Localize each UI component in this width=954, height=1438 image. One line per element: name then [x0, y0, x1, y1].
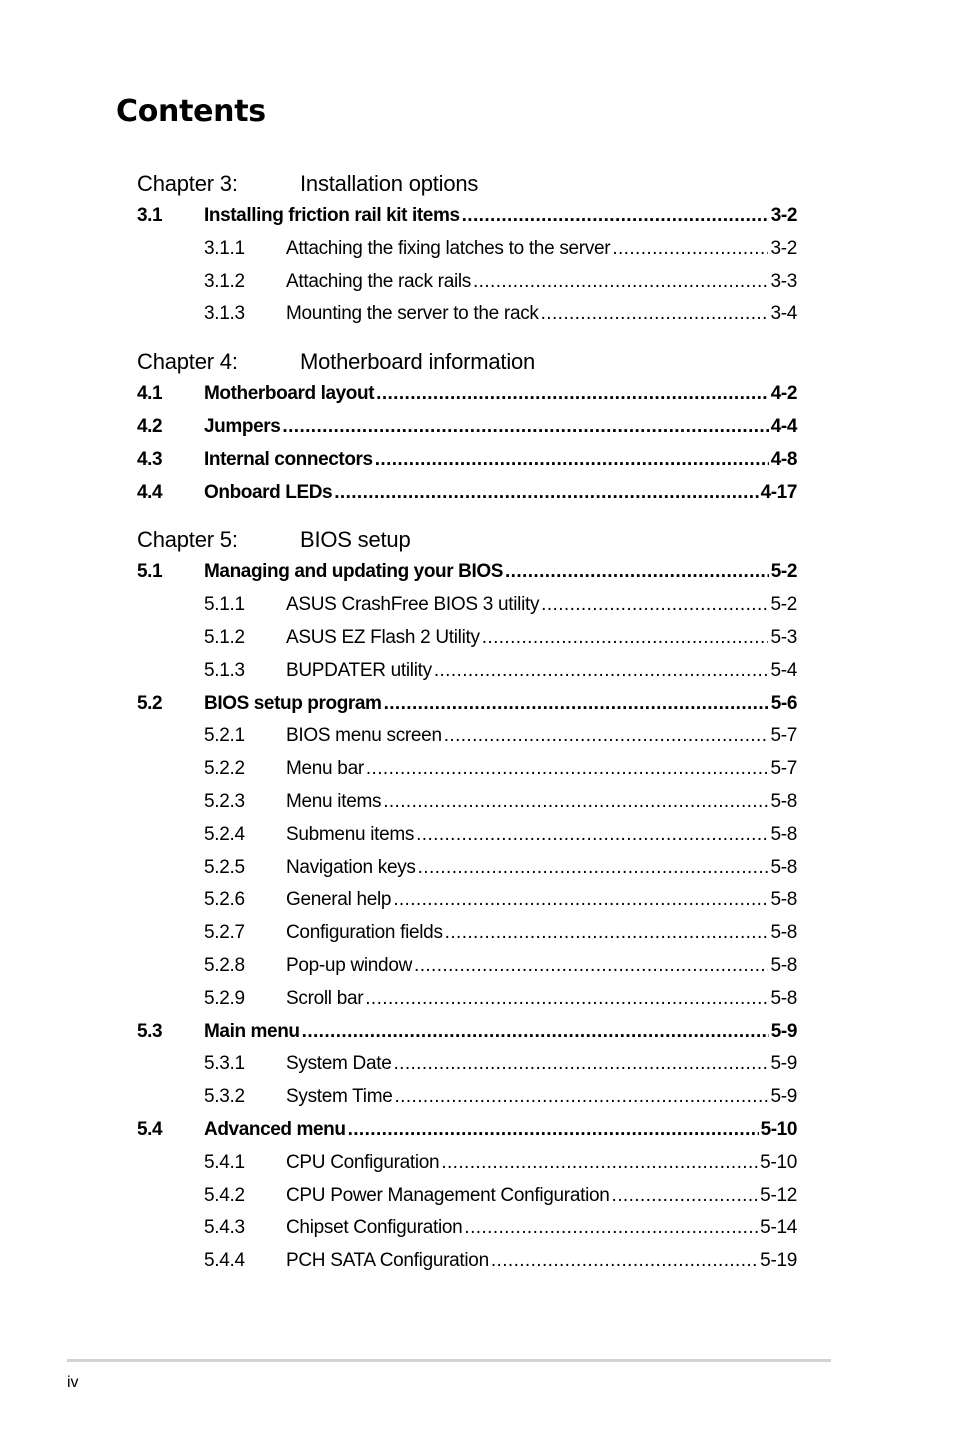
entry-number: 3.1 — [137, 205, 163, 226]
toc-subsection-entry[interactable] — [137, 1081, 797, 1114]
entry-title: Advanced menu — [204, 1118, 346, 1140]
entry-number: 5.2.1 — [204, 725, 245, 747]
entry-page-number: 5-8 — [770, 889, 797, 911]
toc-subsection-entry[interactable] — [137, 298, 797, 331]
dot-leader — [464, 1212, 758, 1245]
dot-leader — [375, 444, 769, 477]
entry-title: Onboard LEDs — [204, 481, 333, 503]
entry-page-number: 5-2 — [770, 561, 797, 583]
chapter-heading — [137, 168, 797, 200]
entry-page-number: 3-4 — [770, 303, 797, 325]
entry-number: 4.4 — [137, 481, 163, 503]
entry-page-number: 5-8 — [770, 954, 797, 976]
dot-leader — [473, 266, 768, 299]
footer-divider — [67, 1359, 831, 1362]
entry-title: Managing and updating your BIOS — [204, 561, 503, 583]
entry-title: ASUS EZ Flash 2 Utility — [286, 626, 480, 648]
entry-page-number: 5-9 — [770, 1053, 797, 1075]
entry-page-number: 5-9 — [770, 1086, 797, 1108]
entry-title: Motherboard layout — [204, 383, 375, 405]
toc-subsection-entry[interactable] — [137, 1180, 797, 1213]
toc-subsection-entry[interactable] — [137, 655, 797, 688]
toc-subsection-entry[interactable] — [137, 917, 797, 950]
entry-number: 5.2.3 — [204, 790, 245, 812]
entry-title: General help — [286, 889, 392, 911]
toc-subsection-entry[interactable] — [137, 884, 797, 917]
entry-title: Mounting the server to the rack — [286, 303, 539, 325]
entry-number: 5.2.5 — [204, 856, 245, 878]
entry-number: 5.3.1 — [204, 1053, 245, 1075]
toc-subsection-entry[interactable] — [137, 266, 797, 299]
entry-number: 5.4.1 — [204, 1151, 245, 1173]
dot-leader — [414, 950, 768, 983]
table-of-contents — [137, 168, 797, 1278]
entry-title: Menu items — [286, 790, 382, 812]
toc-subsection-entry[interactable] — [137, 1245, 797, 1278]
toc-subsection-entry[interactable] — [137, 950, 797, 983]
dot-leader — [541, 589, 768, 622]
dot-leader — [505, 556, 769, 589]
toc-subsection-entry[interactable] — [137, 786, 797, 819]
entry-page-number: 5-14 — [760, 1217, 797, 1239]
entry-number: 4.1 — [137, 383, 163, 405]
entry-page-number: 5-8 — [770, 823, 797, 845]
entry-number: 5.4.4 — [204, 1250, 245, 1272]
chapter-heading — [137, 524, 797, 556]
entry-page-number: 5-10 — [760, 1151, 797, 1173]
entry-title: BIOS setup program — [204, 692, 382, 714]
entry-number: 5.1.2 — [204, 626, 245, 648]
entry-title: PCH SATA Configuration — [286, 1250, 489, 1272]
entry-page-number: 5-4 — [770, 659, 797, 681]
entry-page-number: 5-3 — [770, 626, 797, 648]
entry-title: Attaching the fixing latches to the server — [286, 237, 611, 259]
entry-page-number: 5-9 — [770, 1020, 797, 1042]
entry-page-number: 4-2 — [770, 383, 797, 405]
entry-page-number: 3-2 — [770, 205, 797, 226]
toc-section-entry[interactable] — [137, 1016, 797, 1049]
entry-number: 5.2.8 — [204, 954, 245, 976]
entry-title: Main menu — [204, 1020, 300, 1042]
entry-title: Chipset Configuration — [286, 1217, 463, 1239]
entry-title: Submenu items — [286, 823, 415, 845]
dot-leader — [376, 378, 769, 411]
dot-leader — [444, 720, 769, 753]
dot-leader — [612, 1180, 759, 1213]
toc-subsection-entry[interactable] — [137, 720, 797, 753]
toc-subsection-entry[interactable] — [137, 983, 797, 1016]
entry-number: 4.3 — [137, 448, 163, 470]
entry-number: 5.4.2 — [204, 1184, 245, 1206]
toc-section-entry[interactable] — [137, 1114, 797, 1147]
toc-section-entry[interactable] — [137, 378, 797, 411]
dot-leader — [612, 233, 768, 266]
entry-page-number: 5-7 — [770, 725, 797, 747]
entry-title: Navigation keys — [286, 856, 416, 878]
dot-leader — [434, 655, 769, 688]
toc-subsection-entry[interactable] — [137, 1048, 797, 1081]
dot-leader — [384, 688, 769, 721]
entry-title: Internal connectors — [204, 448, 373, 470]
toc-section-entry[interactable] — [137, 200, 797, 233]
chapter-label: Chapter 4: — [137, 349, 238, 375]
dot-leader — [482, 622, 769, 655]
entry-page-number: 5-8 — [770, 922, 797, 944]
toc-section-entry[interactable] — [137, 411, 797, 444]
entry-number: 5.2 — [137, 692, 163, 714]
entry-page-number: 5-19 — [760, 1250, 797, 1272]
toc-subsection-entry[interactable] — [137, 1147, 797, 1180]
entry-number: 5.1 — [137, 561, 163, 583]
entry-number: 5.2.6 — [204, 889, 245, 911]
toc-subsection-entry[interactable] — [137, 753, 797, 786]
chapter-heading — [137, 346, 797, 378]
entry-title: BUPDATER utility — [286, 659, 432, 681]
entry-page-number: 5-2 — [770, 594, 797, 616]
dot-leader — [334, 477, 758, 510]
entry-title: System Time — [286, 1086, 393, 1108]
dot-leader — [393, 1048, 768, 1081]
entry-title: System Date — [286, 1053, 392, 1075]
entry-number: 5.2.4 — [204, 823, 245, 845]
entry-page-number: 5-12 — [760, 1184, 797, 1206]
dot-leader — [393, 884, 768, 917]
entry-title: Configuration fields — [286, 922, 443, 944]
entry-number: 3.1.3 — [204, 303, 245, 325]
entry-number: 5.4 — [137, 1118, 163, 1140]
entry-page-number: 5-10 — [760, 1118, 797, 1140]
entry-number: 3.1.2 — [204, 270, 245, 292]
dot-leader — [491, 1245, 758, 1278]
entry-title: Installing friction rail kit items — [204, 205, 460, 226]
entry-title: Pop-up window — [286, 954, 413, 976]
entry-page-number: 5-8 — [770, 987, 797, 1009]
entry-page-number: 4-17 — [760, 481, 797, 503]
entry-number: 5.1.3 — [204, 659, 245, 681]
entry-page-number: 5-7 — [770, 758, 797, 780]
dot-leader — [366, 753, 769, 786]
entry-page-number: 5-6 — [770, 692, 797, 714]
chapter-name: Motherboard information — [300, 349, 536, 375]
entry-title: Jumpers — [204, 415, 281, 437]
chapter-label: Chapter 5: — [137, 527, 238, 553]
entry-page-number: 4-8 — [770, 448, 797, 470]
toc-subsection-entry[interactable] — [137, 233, 797, 266]
entry-title: ASUS CrashFree BIOS 3 utility — [286, 594, 540, 616]
entry-number: 5.3.2 — [204, 1086, 245, 1108]
entry-number: 4.2 — [137, 415, 163, 437]
toc-subsection-entry[interactable] — [137, 819, 797, 852]
dot-leader — [445, 917, 769, 950]
entry-page-number: 3-2 — [770, 237, 797, 259]
page-title: Contents — [116, 94, 266, 129]
dot-leader — [348, 1114, 759, 1147]
entry-page-number: 3-3 — [770, 270, 797, 292]
toc-subsection-entry[interactable] — [137, 589, 797, 622]
dot-leader — [418, 852, 769, 885]
entry-number: 5.2.9 — [204, 987, 245, 1009]
dot-leader — [441, 1147, 758, 1180]
entry-number: 3.1.1 — [204, 237, 245, 259]
entry-title: Attaching the rack rails — [286, 270, 471, 292]
dot-leader — [282, 411, 768, 444]
toc-section-entry[interactable] — [137, 444, 797, 477]
toc-section-entry[interactable] — [137, 477, 797, 510]
entry-title: CPU Power Management Configuration — [286, 1184, 610, 1206]
dot-leader — [416, 819, 768, 852]
entry-title: CPU Configuration — [286, 1151, 440, 1173]
dot-leader — [541, 298, 769, 331]
toc-subsection-entry[interactable] — [137, 852, 797, 885]
dot-leader — [302, 1016, 769, 1049]
entry-number: 5.2.2 — [204, 758, 245, 780]
dot-leader — [462, 200, 769, 233]
entry-number: 5.2.7 — [204, 922, 245, 944]
entry-page-number: 5-8 — [770, 856, 797, 878]
chapter-name: Installation options — [300, 171, 479, 196]
chapter-label: Chapter 3: — [137, 171, 238, 196]
entry-page-number: 4-4 — [770, 415, 797, 437]
entry-title: BIOS menu screen — [286, 725, 442, 747]
entry-title: Scroll bar — [286, 987, 364, 1009]
dot-leader — [383, 786, 768, 819]
toc-section-entry[interactable] — [137, 688, 797, 721]
entry-page-number: 5-8 — [770, 790, 797, 812]
toc-subsection-entry[interactable] — [137, 1212, 797, 1245]
toc-subsection-entry[interactable] — [137, 622, 797, 655]
entry-number: 5.1.1 — [204, 594, 245, 616]
entry-number: 5.4.3 — [204, 1217, 245, 1239]
dot-leader — [365, 983, 768, 1016]
footer-page-number: iv — [67, 1374, 79, 1391]
toc-section-entry[interactable] — [137, 556, 797, 589]
dot-leader — [395, 1081, 769, 1114]
chapter-name: BIOS setup — [300, 527, 411, 553]
entry-number: 5.3 — [137, 1020, 163, 1042]
entry-title: Menu bar — [286, 758, 364, 780]
